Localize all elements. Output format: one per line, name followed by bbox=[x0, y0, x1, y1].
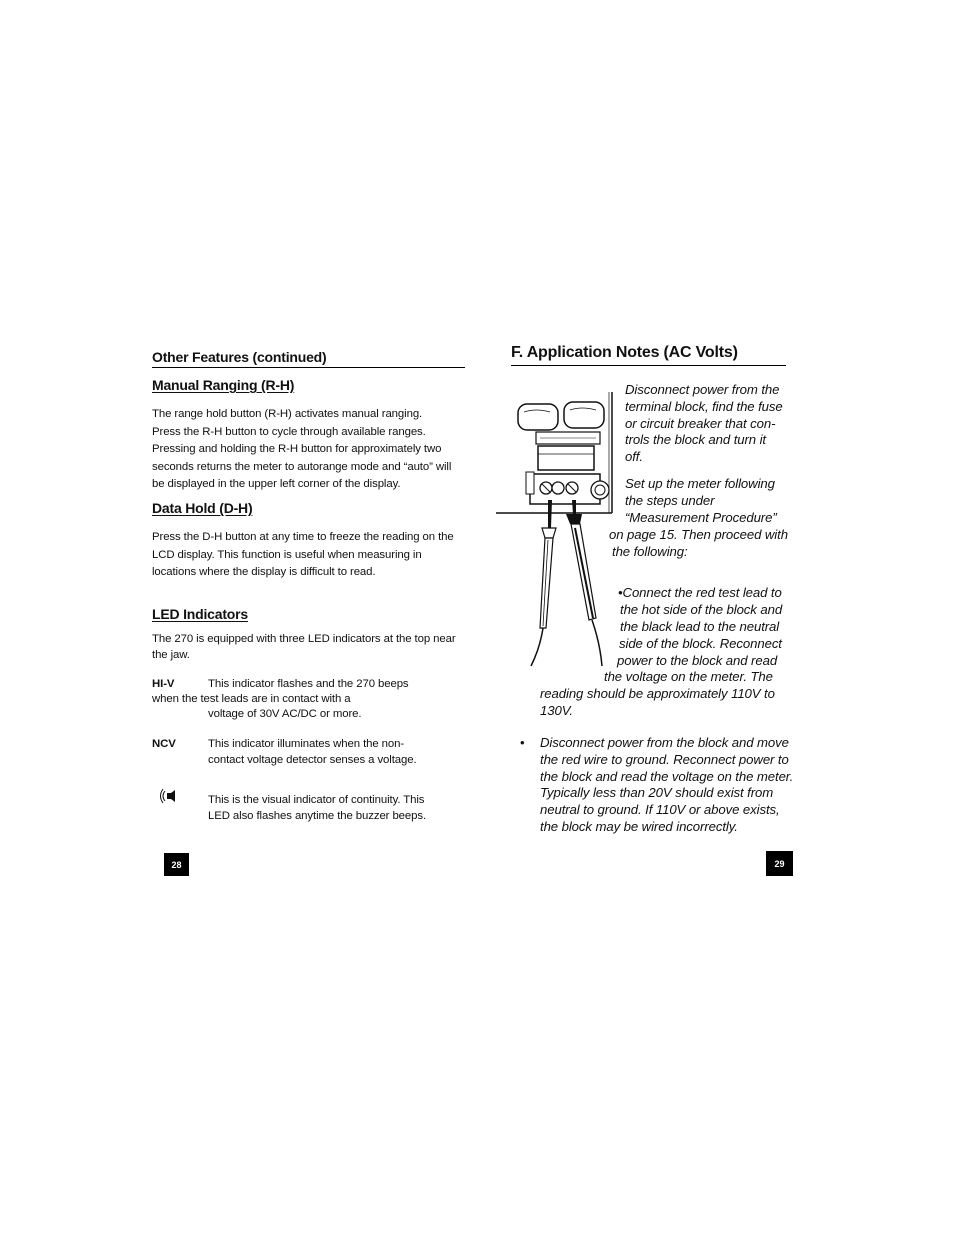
continuity-speaker-icon bbox=[158, 787, 176, 805]
right-page-number: 29 bbox=[766, 851, 793, 876]
para-connect-line-1: •Connect the red test lead to bbox=[618, 585, 782, 600]
continuity-text: This is the visual indicator of continuity. This LED also flashes anytime the buzzer beeps. bbox=[208, 794, 427, 822]
para-setup-line-4: on page 15. Then proceed with bbox=[609, 527, 788, 542]
data-hold-text: Press the D-H button at any time to freeze the reading on the LCD display. This function is useful when measuring in locations where the display is difficult to read. bbox=[152, 531, 454, 578]
para-connect-line-7: reading should be approximately 110V to bbox=[540, 686, 775, 701]
left-heading-rule bbox=[152, 367, 465, 368]
hiv-line-3: voltage of 30V AC/DC or more. bbox=[208, 708, 362, 720]
terminal-block-illustration bbox=[496, 388, 616, 670]
hiv-label: HI-V bbox=[152, 678, 175, 690]
right-page-heading: F. Application Notes (AC Volts) bbox=[511, 344, 738, 361]
para-setup-line-2: the steps under bbox=[625, 493, 715, 508]
led-indicators-title: LED Indicators bbox=[152, 606, 248, 622]
bullet-symbol: • bbox=[520, 735, 525, 750]
para-setup-line-1: Set up the meter following bbox=[625, 476, 775, 491]
manual-ranging-text: The range hold button (R-H) activates manual ranging. Press the R-H button to cycle through available ranges. Pressing and holding the R-H button for approximately two seconds returns the meter to autorange mode and “auto” will be displayed in the upper left corner of the display. bbox=[152, 408, 452, 490]
data-hold-title: Data Hold (D-H) bbox=[152, 500, 253, 516]
para-connect-line-4: side of the block. Reconnect bbox=[619, 636, 782, 651]
para-connect-line-5: power to the block and read bbox=[617, 653, 778, 668]
para-disconnect-power: Disconnect power from the terminal block, find the fuse or circuit breaker that con- trols the block and turn it off. bbox=[625, 382, 783, 465]
para-connect-line-3: the black lead to the neutral bbox=[620, 619, 780, 634]
ncv-text: This indicator illuminates when the non- contact voltage detector senses a voltage. bbox=[208, 738, 417, 766]
left-section-heading: Other Features (continued) bbox=[152, 349, 327, 365]
para-connect-line-2: the hot side of the block and bbox=[620, 602, 783, 617]
para-setup-line-5: the following: bbox=[612, 544, 688, 559]
para-connect-line-6: the voltage on the meter. The bbox=[604, 669, 773, 684]
hiv-line-1: This indicator flashes and the 270 beeps bbox=[208, 678, 409, 690]
manual-ranging-title: Manual Ranging (R-H) bbox=[152, 377, 295, 393]
para-setup-line-3: “Measurement Procedure” bbox=[625, 510, 777, 525]
para-connect-line-8: 130V. bbox=[540, 703, 573, 718]
left-page-number: 28 bbox=[164, 853, 189, 876]
right-heading-rule bbox=[511, 365, 786, 366]
bullet-neutral-to-ground: Disconnect power from the block and move the red wire to ground. Reconnect power to the block and read the voltage on the meter. Typically less than 20V should exist from neutral to ground. If 110V or above exists, the block may be wired incorrectly. bbox=[540, 735, 794, 834]
led-intro-text: The 270 is equipped with three LED indicators at the top near the jaw. bbox=[152, 633, 456, 661]
hiv-line-2: when the test leads are in contact with a bbox=[152, 693, 351, 705]
ncv-label: NCV bbox=[152, 738, 176, 750]
